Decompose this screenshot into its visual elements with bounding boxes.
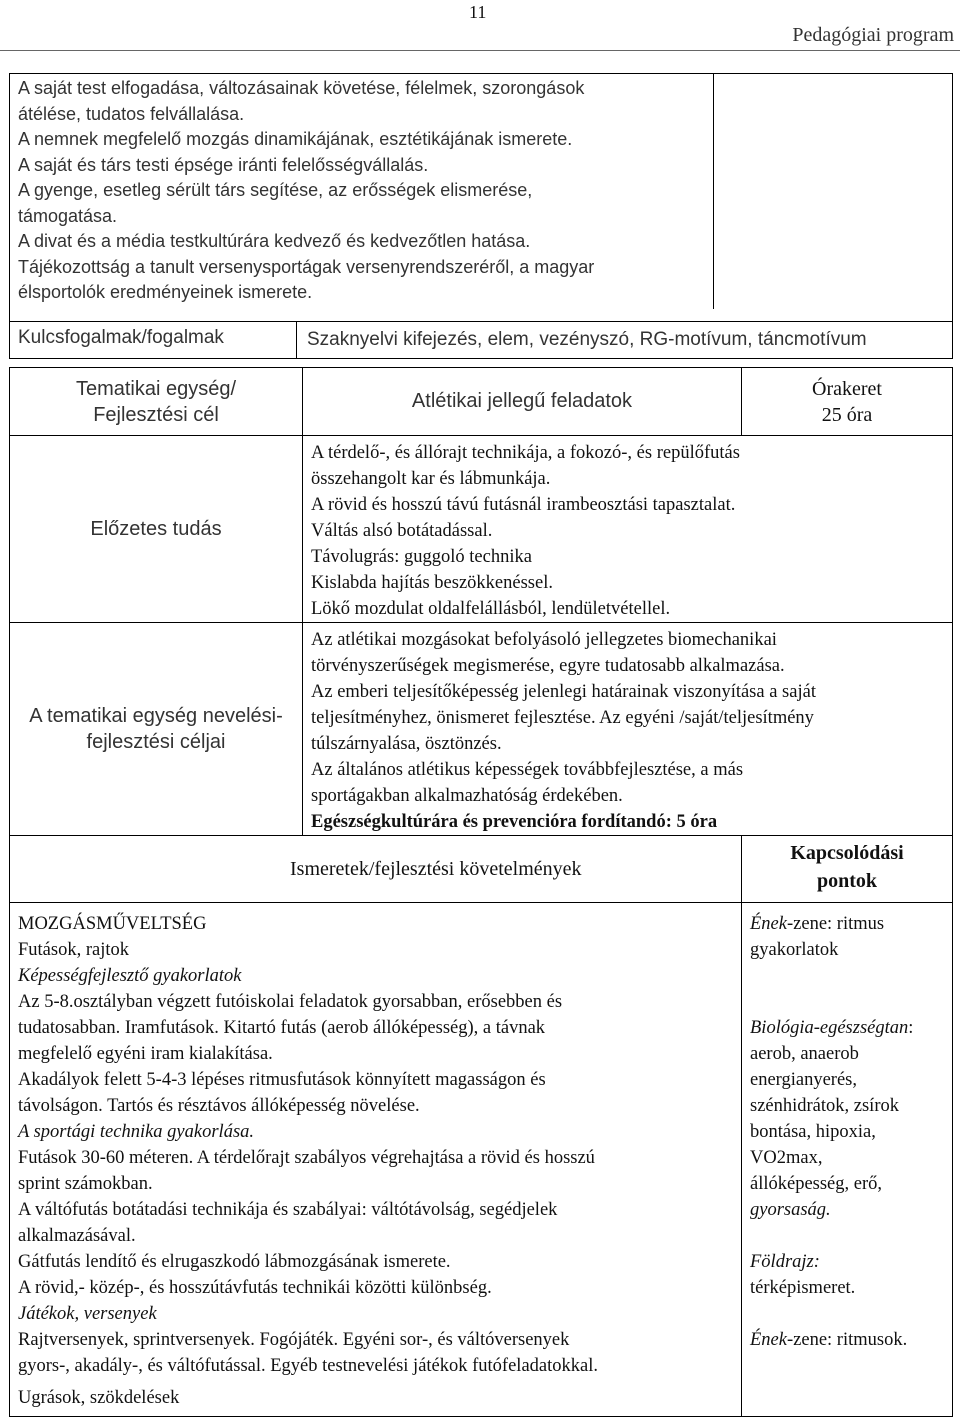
text-line: A saját test elfogadása, változásainak követése, félelmek, szorongások <box>18 78 585 98</box>
text-line: törvényszerűségek megismerése, egyre tudatosabb alkalmazása. <box>311 656 785 676</box>
text-line: Távolugrás: guggoló technika <box>311 547 532 567</box>
unit-title: Atlétikai jellegű feladatok <box>411 390 633 412</box>
link-geography: Földrajz: <box>750 1252 820 1272</box>
links-text: Ének-zene: ritmus gyakorlatok Biológia-egészségtan: aerob, anaerob energianyerés, szénhidrátok, zsírok bontása, hipoxia, VO2max, állóképesség, erő, gyorsaság. Földrajz: térképismeret. Ének-zene: ritmusok. <box>750 911 944 1353</box>
text-line: élsportolók eredményeinek ismerete. <box>18 282 313 302</box>
text-line: A divat és a média testkultúrára kedvező és kedvezőtlen hatása. <box>18 231 531 251</box>
text-line: Az emberi teljesítőképesség jelenlegi határainak viszonyítása a saját <box>311 682 816 702</box>
text-line: A nemnek megfelelő mozgás dinamikájának, esztétikájának ismerete. <box>18 129 573 149</box>
link-biology: Biológia-egészségtan: <box>750 1018 914 1038</box>
goals-label: A tematikai egység nevelési- fejlesztési céljai <box>29 705 283 753</box>
text-line: Ugrások, szökdelések <box>18 1388 180 1408</box>
unit-table <box>9 367 953 1417</box>
attitudes-table <box>9 73 953 359</box>
hours-value: 25 óra <box>821 404 873 426</box>
text-line: A rövid és hosszú távú futásnál irambeosztási tapasztalat. <box>311 495 736 515</box>
text-line: Az 5-8.osztályban végzett futóiskolai feladatok gyorsabban, erősebben és <box>18 992 563 1012</box>
text-line: gyors-, akadály-, és váltófutással. Egyéb testnevelési játékok futófeladatokkal. <box>18 1356 598 1376</box>
link-music-2: Ének-zene: ritmusok. <box>750 1330 908 1350</box>
text-line: teljesítményhez, önismeret fejlesztése. Az egyéni /saját/teljesítmény <box>311 708 814 728</box>
text-line: távolságon. Tartós és résztávos állóképesség növelése. <box>18 1096 420 1116</box>
text-line: Tájékozottság a tanult versenysportágak versenyrendszeréről, a magyar <box>18 256 595 277</box>
link-music: Ének-zene: ritmus <box>750 914 885 934</box>
text-line: Lökő mozdulat oldalfelállásból, lendületvétellel. <box>311 599 671 619</box>
text-line: átélése, tudatos felvállalása. <box>18 103 245 124</box>
running-head: Pedagógiai program <box>792 24 954 46</box>
text-line: Akadályok felett 5-4-3 lépéses ritmusfutások könnyített magasságon és <box>18 1070 546 1090</box>
text-line: támogatása. <box>18 205 118 226</box>
text-line: Kislabda hajítás beszökkenéssel. <box>311 573 553 593</box>
attitudes-text <box>10 74 700 309</box>
section-heading: MOZGÁSMŰVELTSÉG <box>18 914 207 934</box>
goals-text <box>311 627 944 835</box>
text-line: A saját és társ testi épsége iránti felelősségvállalás. <box>18 154 429 175</box>
text-line: Az általános atlétikus képességek továbbfejlesztése, a más <box>311 760 744 780</box>
text-line: túlszárnyalása, ösztönzés. <box>311 734 502 754</box>
prior-knowledge-text <box>311 440 944 622</box>
unit-label: Tematikai egység/ Fejlesztési cél <box>75 378 237 426</box>
text-line: Futások, rajtok <box>18 940 129 960</box>
text-line: összehangolt kar és lábmunkája. <box>311 469 551 489</box>
text-line: tudatosabban. Iramfutások. Kitartó futás (aerob állóképesség), a távnak <box>18 1018 546 1038</box>
text-line: Rajtversenyek, sprintversenyek. Fogójáték. Egyéni sor-, és váltóversenyek <box>18 1330 570 1350</box>
column-divider <box>713 74 714 309</box>
text-line: Váltás alsó botátadással. <box>311 521 493 541</box>
text-line: Játékok, versenyek <box>18 1304 157 1324</box>
text-line: A gyenge, esetleg sérült társ segítése, az erősségek elismerése, <box>18 180 533 200</box>
hours-label: Órakeret <box>812 378 882 400</box>
text-line: sprint számokban. <box>18 1174 153 1194</box>
text-line: A váltófutás botátadási technikája és szabályai: váltótávolság, segédjelek <box>18 1200 558 1220</box>
key-concepts-value: Szaknyelvi kifejezés, elem, vezényszó, RG-motívum, táncmotívum <box>307 329 867 350</box>
header-rule <box>0 50 960 51</box>
text-line: Az atlétikai mozgásokat befolyásoló jellegzetes biomechanikai <box>311 630 777 650</box>
prior-knowledge-label: Előzetes tudás <box>90 518 222 540</box>
health-hours-note: Egészségkultúrára és prevencióra fordítandó: 5 óra <box>311 812 718 832</box>
text-line: Képességfejlesztő gyakorlatok <box>18 966 242 986</box>
text-line: A térdelő-, és állórajt technikája, a fokozó-, és repülőfutás <box>311 443 740 463</box>
text-line: Futások 30-60 méteren. A térdelőrajt szabályos végrehajtása a rövid és hosszú <box>18 1148 595 1168</box>
requirements-text <box>18 911 733 1411</box>
requirements-header: Ismeretek/fejlesztési követelmények <box>290 857 582 880</box>
page-number: 11 <box>469 2 487 22</box>
text-line: A rövid,- közép-, és hosszútávfutás technikái közötti különbség. <box>18 1278 492 1298</box>
key-concepts-label: Kulcsfogalmak/fogalmak <box>18 327 224 348</box>
text-line: A sportági technika gyakorlása. <box>18 1122 255 1142</box>
text-line: Gátfutás lendítő és elrugaszkodó lábmozgásának ismerete. <box>18 1252 451 1272</box>
links-header: Kapcsolódási pontok <box>790 842 904 892</box>
text-line: sportágakban alkalmazhatóság érdekében. <box>311 786 623 806</box>
text-line: megfelelő egyéni iram kialakítása. <box>18 1044 273 1064</box>
text-line: alkalmazásával. <box>18 1226 136 1246</box>
